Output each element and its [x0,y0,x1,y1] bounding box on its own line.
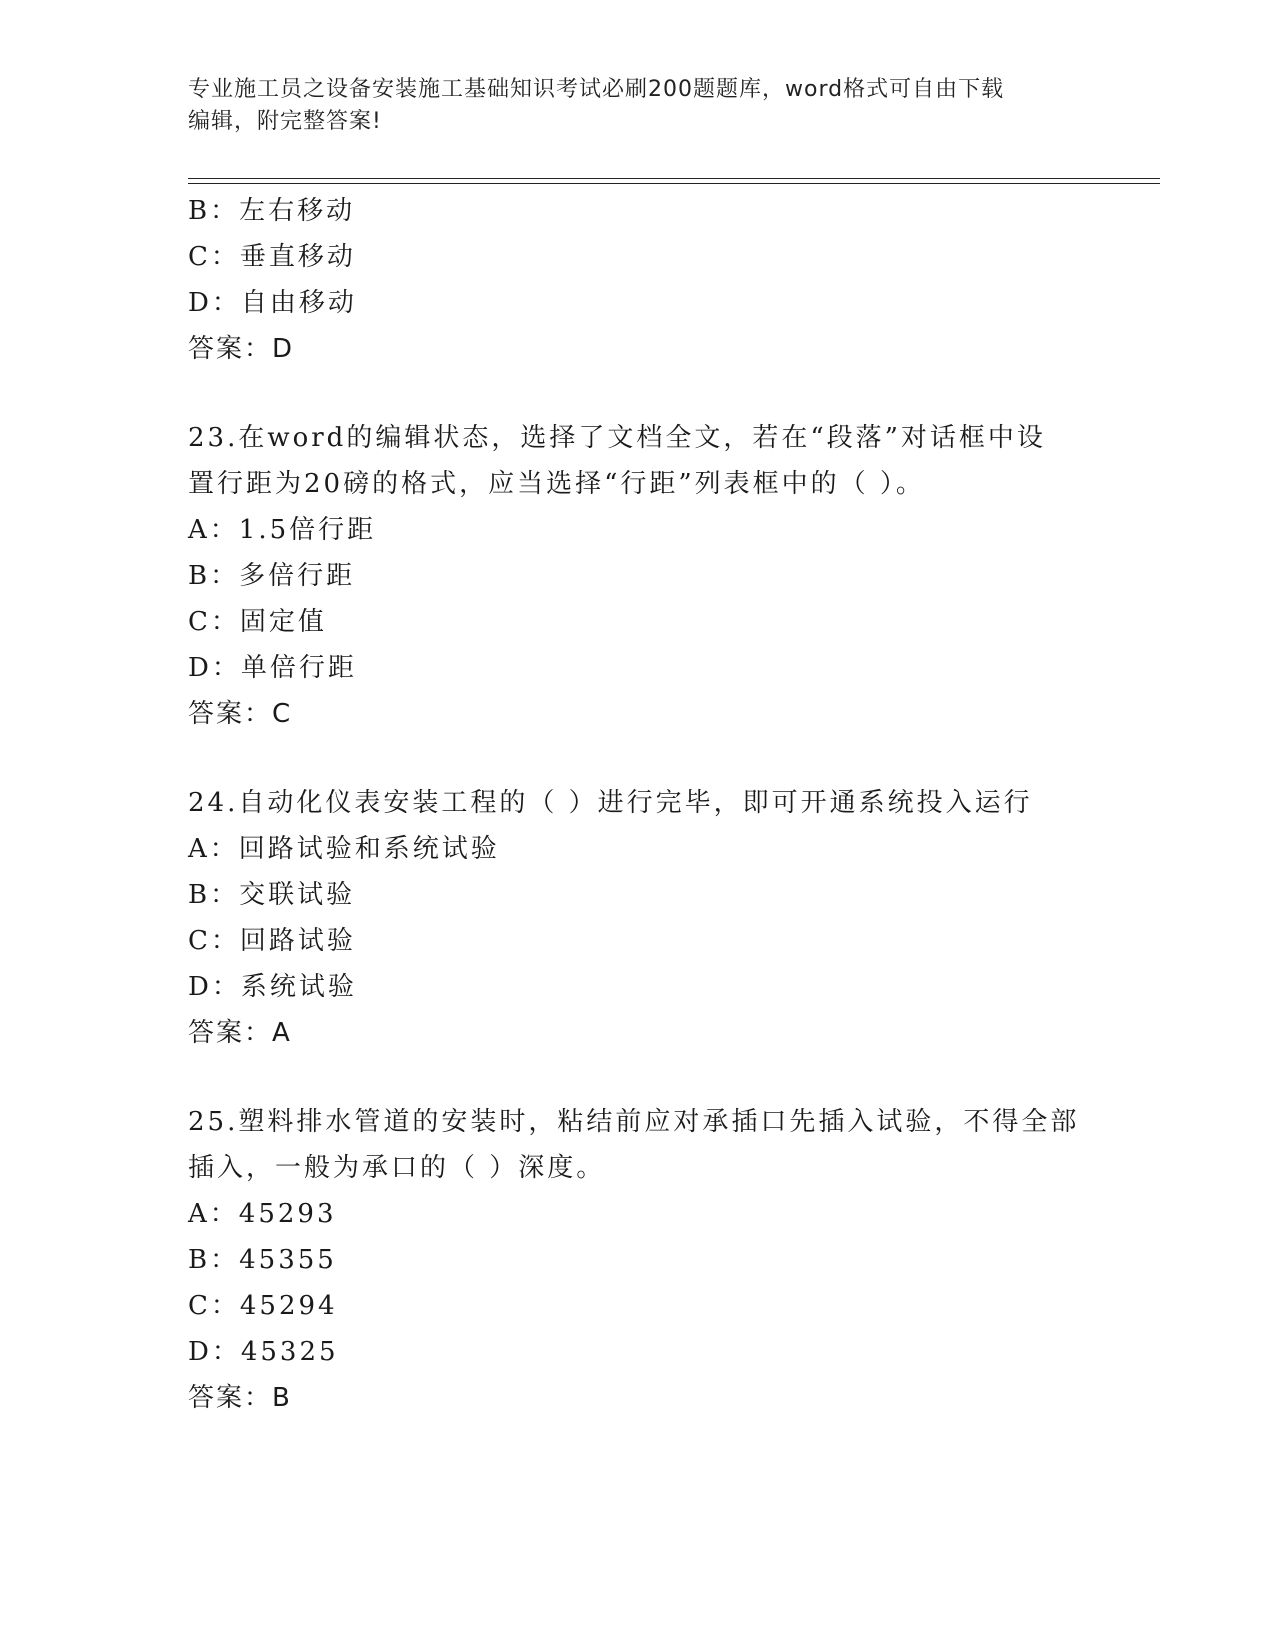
question-text [188,415,1088,507]
option-a: A：45293 [188,1199,337,1229]
question-text-line: 25.塑料排水管道的安装时，粘结前应对承插口先插入试验，不得全部 [188,1107,1080,1137]
header-line-2: 编辑，附完整答案! [188,109,382,134]
option-b: B：多倍行距 [188,561,356,591]
option-d: D：45325 [188,1337,339,1367]
question-text-line: 23.在word的编辑状态，选择了文档全文，若在“段落”对话框中设 [188,423,1046,453]
question-text-line: 置行距为20磅的格式，应当选择“行距”列表框中的（ ）。 [188,469,925,499]
prev-question [188,188,1088,372]
option-a: A：1.5倍行距 [188,515,377,545]
answer: 答案：B [188,1383,292,1413]
document-body [188,188,1088,1421]
question-text-line: 插入，一般为承口的（ ）深度。 [188,1153,606,1183]
document-header [188,74,1088,138]
option-c: C：45294 [188,1291,338,1321]
question-24 [188,780,1088,1056]
header-divider-bottom [188,183,1160,184]
option-b: B：45355 [188,1245,337,1275]
question-text [188,780,1088,826]
answer: 答案：D [188,334,295,364]
header-line-1: 专业施工员之设备安装施工基础知识考试必刷200题题库，word格式可自由下载 [188,77,1005,102]
option-d: D：系统试验 [188,972,357,1002]
answer: 答案：C [188,699,293,729]
question-25 [188,1099,1088,1421]
option-d: D：自由移动 [188,288,357,318]
header-divider-top [188,178,1160,179]
question-text-line: 24.自动化仪表安装工程的（ ）进行完毕，即可开通系统投入运行 [188,788,1033,818]
question-text [188,1099,1088,1191]
option-b: B：左右移动 [188,196,356,226]
option-d: D：单倍行距 [188,653,357,683]
option-c: C：垂直移动 [188,242,356,272]
option-b: B：交联试验 [188,880,356,910]
option-a: A：回路试验和系统试验 [188,834,500,864]
option-c: C：固定值 [188,607,327,637]
answer: 答案：A [188,1018,292,1048]
option-c: C：回路试验 [188,926,356,956]
question-23 [188,415,1088,737]
